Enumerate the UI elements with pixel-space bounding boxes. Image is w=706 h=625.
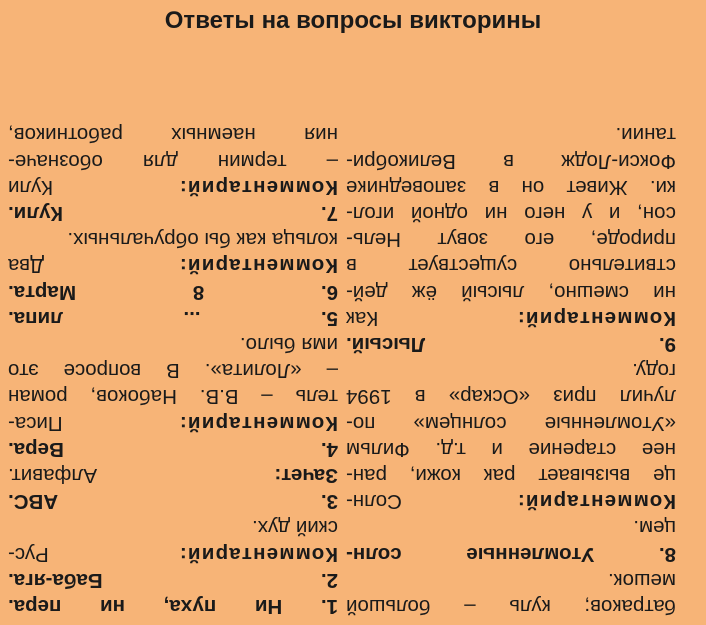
- text-line: – термин для обозначе-: [8, 149, 338, 173]
- text-line: цем.: [633, 516, 676, 540]
- text-line: 5. ... липа.: [8, 306, 338, 330]
- text-line: Комментарий: Как: [346, 306, 676, 330]
- text-line: Зачет: Алфавит.: [8, 463, 338, 487]
- text-line: Комментарий: Кули: [8, 175, 338, 199]
- text-line: Комментарий: Солн-: [346, 490, 676, 514]
- text-line: Комментарий: Рус-: [8, 542, 338, 566]
- text-line: Комментарий: Писа-: [8, 411, 338, 435]
- text-line: лучил приз «Оскар» в 1994: [346, 385, 676, 409]
- text-line: тании.: [615, 123, 676, 147]
- text-line: мешок.: [607, 568, 676, 592]
- text-line: 9. Лысый.: [346, 332, 676, 356]
- text-line: 3. ABC.: [8, 490, 338, 514]
- answers-column-right: [346, 39, 676, 619]
- text-line: 4. Вера.: [8, 437, 338, 461]
- text-line: ский дух.: [252, 516, 338, 540]
- text-line: – «Лолита». В вопросе это: [8, 359, 338, 383]
- text-line: кольца как бы обручальных.: [67, 228, 338, 252]
- page-title: Ответы на вопросы викторины: [164, 7, 542, 34]
- text-line: Комментарий: Два: [8, 254, 338, 278]
- text-line: 8. Утомленные солн-: [346, 542, 676, 566]
- text-line: батраков; куль – большой: [346, 595, 676, 618]
- text-line: сон, и у него ни одной игол-: [346, 201, 676, 225]
- text-line: Фокси-Лодж в Великобри-: [346, 149, 676, 173]
- text-line: году.: [632, 359, 676, 383]
- rotated-article-body: [0, 40, 706, 625]
- text-line: ния наемных работников,: [8, 123, 338, 147]
- text-line: имя было.: [239, 332, 338, 356]
- text-line: 7. Кули.: [8, 201, 338, 225]
- text-line: ствительно существует в: [346, 254, 676, 278]
- text-line: ни смешно, лысый ёж дей-: [346, 280, 676, 304]
- text-line: ки. Живет он в заповеднике: [346, 175, 676, 199]
- text-line: 6. 8 Марта.: [8, 280, 338, 304]
- text-line: нее старение и т.д. Фильм: [346, 437, 676, 461]
- text-line: природе, его зовут Нель-: [346, 228, 676, 252]
- text-line: «Утомленные солнцем» по-: [346, 411, 676, 435]
- text-line: 1. Ни пуха, ни пера.: [8, 595, 338, 618]
- answers-column-left: [8, 39, 338, 619]
- text-line: це вызывает рак кожи, ран-: [346, 463, 676, 487]
- text-line: 2. Баба-яга.: [8, 568, 338, 592]
- text-line: тель – В.В. Набоков, роман: [8, 385, 338, 409]
